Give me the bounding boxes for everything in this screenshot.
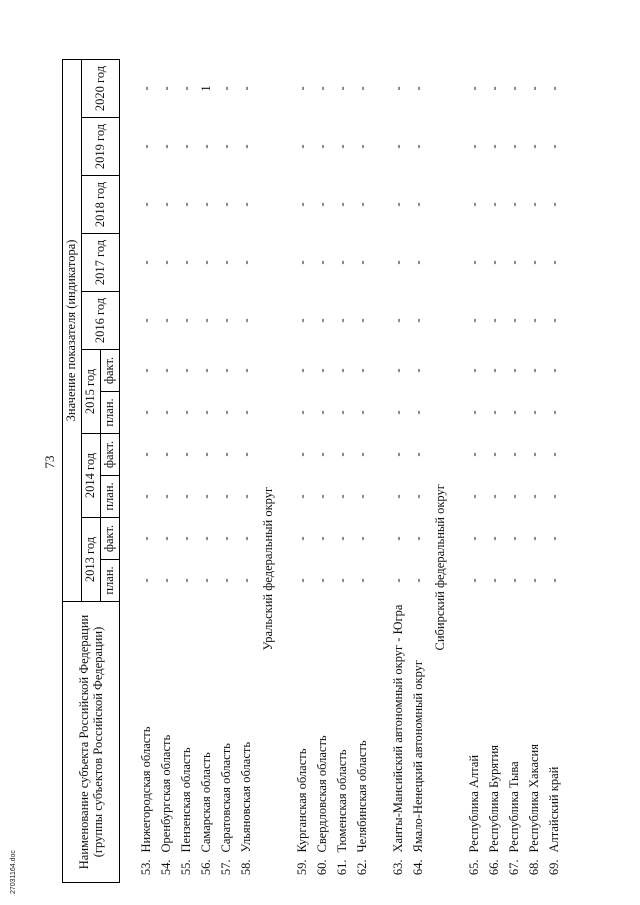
indicator-value: - [527, 410, 542, 415]
indicator-value: - [487, 202, 502, 207]
row-number: 56. [199, 859, 214, 876]
indicator-value: - [159, 368, 174, 373]
indicator-value: - [219, 86, 234, 91]
indicator-value: - [527, 536, 542, 541]
indicator-value: - [391, 202, 406, 207]
indicator-value: - [315, 144, 330, 149]
indicator-value: - [391, 260, 406, 265]
spacer-row [448, 59, 462, 882]
indicator-value: - [467, 86, 482, 91]
indicator-value: - [159, 318, 174, 323]
indicator-value: - [355, 368, 370, 373]
table-row [502, 59, 522, 882]
indicator-value: - [355, 318, 370, 323]
plan-header: план. [101, 475, 120, 517]
spacer-cell [120, 59, 135, 882]
indicator-value: - [219, 318, 234, 323]
indicator-value: - [295, 318, 310, 323]
indicator-value: - [507, 202, 522, 207]
indicator-value: - [315, 452, 330, 457]
indicator-value: - [239, 144, 254, 149]
indicator-value: - [335, 202, 350, 207]
indicator-value: - [547, 410, 562, 415]
spacer-row [276, 59, 290, 882]
indicator-value: - [547, 260, 562, 265]
indicator-value: - [179, 494, 194, 499]
row-number: 57. [219, 859, 234, 876]
indicator-value: - [295, 578, 310, 583]
indicator-value: - [487, 452, 502, 457]
year-header: 2017 год [82, 233, 120, 291]
indicator-value: - [239, 318, 254, 323]
indicator-value: - [467, 368, 482, 373]
indicator-value: - [219, 494, 234, 499]
indicator-value: - [199, 452, 214, 457]
table-row [350, 59, 370, 882]
indicator-value: - [179, 578, 194, 583]
indicator-value: - [487, 144, 502, 149]
row-number: 60. [315, 859, 330, 876]
table-row [290, 59, 310, 882]
indicator-value: - [391, 452, 406, 457]
indicator-value: - [355, 144, 370, 149]
indicator-value: - [295, 202, 310, 207]
region-name: Ханты-Мансийский автономный округ - Югра [391, 604, 405, 853]
indicator-value: - [391, 144, 406, 149]
indicator-value: - [239, 86, 254, 91]
indicator-value: - [467, 494, 482, 499]
region-name: Курганская область [295, 748, 310, 853]
indicator-value: - [295, 410, 310, 415]
indicator-value: - [219, 536, 234, 541]
indicator-value: - [527, 144, 542, 149]
indicator-value: - [199, 260, 214, 265]
indicator-value: - [295, 260, 310, 265]
indicator-value: - [391, 494, 406, 499]
indicator-value: - [139, 86, 154, 91]
indicator-value: - [411, 318, 426, 323]
indicator-value: - [355, 86, 370, 91]
indicator-value: - [547, 202, 562, 207]
year-header: 2014 год [82, 433, 101, 517]
indicator-value: - [411, 144, 426, 149]
indicator-value: - [239, 536, 254, 541]
indicator-value: - [159, 578, 174, 583]
region-name: Тюменская область [335, 749, 350, 853]
indicator-value: - [159, 144, 174, 149]
row-number: 58. [239, 859, 254, 876]
region-name: Самарская область [199, 752, 214, 853]
region-name: Челябинская область [355, 740, 370, 853]
indicator-value: - [547, 536, 562, 541]
region-name: Республика Хакасия [527, 744, 542, 853]
indicator-value: - [239, 202, 254, 207]
indicator-value: - [487, 494, 502, 499]
year-header: 2020 год [82, 59, 120, 117]
indicator-value: - [527, 368, 542, 373]
year-header: 2019 год [82, 117, 120, 175]
indicator-value: - [355, 202, 370, 207]
indicator-value: - [547, 578, 562, 583]
indicator-value: - [159, 494, 174, 499]
indicator-value: - [295, 536, 310, 541]
indicator-value: - [159, 86, 174, 91]
indicator-value: - [199, 578, 214, 583]
indicator-value: - [199, 410, 214, 415]
indicator-value: - [411, 536, 426, 541]
indicator-value: - [239, 410, 254, 415]
row-number: 65. [467, 859, 482, 876]
indicator-value: - [335, 86, 350, 91]
indicator-value: - [547, 368, 562, 373]
indicator-value: - [199, 202, 214, 207]
indicator-value: - [487, 86, 502, 91]
indicator-value: - [239, 578, 254, 583]
indicator-value: - [411, 202, 426, 207]
indicator-value: - [179, 368, 194, 373]
indicator-value: - [139, 260, 154, 265]
indicator-value: - [199, 368, 214, 373]
indicator-value: - [295, 494, 310, 499]
indicator-value: - [547, 144, 562, 149]
indicator-value: - [391, 318, 406, 323]
indicator-value: - [139, 144, 154, 149]
indicator-value: - [139, 202, 154, 207]
indicator-value: - [391, 578, 406, 583]
indicator-value: - [219, 202, 234, 207]
indicator-value: - [199, 536, 214, 541]
indicator-value: - [179, 318, 194, 323]
subject-column-header: Наименование субъекта Российской Федерации (группы субъектов Российской Федерации) [63, 601, 120, 882]
indicator-value: - [467, 410, 482, 415]
indicator-value: - [487, 536, 502, 541]
district-heading: Сибирский федеральный округ [433, 484, 448, 651]
table-row [330, 59, 350, 882]
indicator-value: - [179, 536, 194, 541]
indicator-value: - [411, 452, 426, 457]
spacer-cell [448, 59, 462, 882]
spacer-cell [276, 59, 290, 882]
region-name: Оренбургская область [159, 734, 174, 853]
indicator-value: - [315, 86, 330, 91]
indicator-value: - [219, 260, 234, 265]
indicator-value: - [239, 368, 254, 373]
table-row [134, 59, 154, 882]
indicator-value: - [355, 578, 370, 583]
indicator-value: - [179, 452, 194, 457]
table-body [120, 59, 563, 882]
value-column-header: Значение показателя (индикатора) [63, 59, 82, 601]
indicator-value: - [219, 578, 234, 583]
indicator-value: - [487, 260, 502, 265]
indicator-value: - [335, 578, 350, 583]
indicator-value: - [547, 318, 562, 323]
indicator-value: - [159, 536, 174, 541]
indicator-value: - [315, 410, 330, 415]
indicator-value: - [391, 536, 406, 541]
indicator-value: - [179, 144, 194, 149]
indicator-value: - [295, 144, 310, 149]
district-heading: Уральский федеральный округ [261, 486, 276, 651]
table-row [234, 59, 254, 882]
region-name: Нижегородская область [139, 726, 154, 853]
region-name: Свердловская область [315, 735, 330, 853]
fact-header: факт. [101, 517, 120, 559]
indicator-value: - [335, 260, 350, 265]
indicator-value: - [507, 368, 522, 373]
table-row [522, 59, 542, 882]
indicator-value: - [411, 368, 426, 373]
indicator-value: 1 [199, 85, 214, 92]
indicator-value: - [527, 452, 542, 457]
indicator-value: - [315, 318, 330, 323]
spacer-row [120, 59, 135, 882]
indicator-value: - [391, 410, 406, 415]
region-name: Ямало-Ненецкий автономный округ [411, 659, 426, 853]
indicator-value: - [507, 260, 522, 265]
indicator-value: - [547, 86, 562, 91]
indicator-value: - [467, 202, 482, 207]
indicator-value: - [487, 368, 502, 373]
indicator-value: - [179, 410, 194, 415]
region-name: Республика Бурятия [487, 744, 502, 853]
indicator-value: - [139, 318, 154, 323]
plan-header: план. [101, 391, 120, 433]
indicator-value: - [411, 410, 426, 415]
indicator-value: - [527, 202, 542, 207]
indicator-value: - [335, 536, 350, 541]
indicator-value: - [467, 260, 482, 265]
region-name: Республика Алтай [467, 754, 482, 853]
indicator-value: - [507, 536, 522, 541]
indicator-value: - [467, 144, 482, 149]
indicator-value: - [507, 578, 522, 583]
indicator-value: - [527, 260, 542, 265]
indicator-value: - [411, 260, 426, 265]
plan-header: план. [101, 559, 120, 601]
row-number: 59. [295, 859, 310, 876]
indicator-value: - [139, 578, 154, 583]
document-code: 27031164.doc [10, 850, 17, 894]
region-name: Саратовская область [219, 743, 234, 853]
indicator-value: - [467, 578, 482, 583]
indicator-value: - [199, 144, 214, 149]
indicator-value: - [507, 318, 522, 323]
year-header: 2016 год [82, 291, 120, 349]
table-header [63, 59, 120, 882]
indicator-value: - [487, 318, 502, 323]
year-header: 2013 год [82, 517, 101, 601]
indicator-value: - [547, 452, 562, 457]
indicator-value: - [315, 260, 330, 265]
region-name: Республика Тыва [507, 761, 522, 853]
row-number: 63. [391, 859, 406, 876]
district-row [426, 59, 448, 882]
indicator-value: - [487, 410, 502, 415]
indicator-value: - [295, 368, 310, 373]
indicator-value: - [467, 536, 482, 541]
row-number: 68. [527, 859, 542, 876]
indicator-value: - [219, 368, 234, 373]
indicator-value: - [199, 494, 214, 499]
table-row [482, 59, 502, 882]
indicator-value: - [507, 452, 522, 457]
indicator-value: - [239, 494, 254, 499]
indicator-value: - [179, 260, 194, 265]
indicator-value: - [411, 86, 426, 91]
indicator-value: - [315, 368, 330, 373]
table-row [214, 59, 234, 882]
indicator-value: - [179, 86, 194, 91]
region-name: Пензенская область [179, 747, 194, 853]
indicator-value: - [219, 410, 234, 415]
row-number: 62. [355, 859, 370, 876]
indicator-value: - [315, 578, 330, 583]
indicator-value: - [507, 144, 522, 149]
indicator-value: - [355, 410, 370, 415]
indicator-value: - [411, 578, 426, 583]
indicator-value: - [355, 452, 370, 457]
indicator-value: - [239, 452, 254, 457]
indicator-value: - [391, 86, 406, 91]
year-header: 2015 год [82, 349, 101, 433]
indicator-value: - [139, 494, 154, 499]
indicator-value: - [355, 494, 370, 499]
indicator-value: - [527, 578, 542, 583]
table-row [174, 59, 194, 882]
page-number: 73 [42, 455, 57, 469]
indicator-value: - [159, 202, 174, 207]
row-number: 66. [487, 859, 502, 876]
indicator-value: - [239, 260, 254, 265]
fact-header: факт. [101, 349, 120, 391]
table-row [194, 59, 214, 882]
indicator-value: - [315, 202, 330, 207]
indicator-value: - [219, 144, 234, 149]
table-row [370, 59, 406, 882]
indicator-value: - [507, 410, 522, 415]
indicator-value: - [295, 86, 310, 91]
indicator-value: - [335, 144, 350, 149]
indicator-value: - [139, 368, 154, 373]
row-number: 54. [159, 859, 174, 876]
indicator-value: - [159, 452, 174, 457]
region-name: Алтайский край [547, 766, 562, 853]
indicator-value: - [527, 494, 542, 499]
table-row [542, 59, 562, 882]
row-number: 64. [411, 859, 426, 876]
row-number: 67. [507, 859, 522, 876]
indicator-value: - [527, 318, 542, 323]
table-row [154, 59, 174, 882]
indicator-value: - [355, 536, 370, 541]
indicator-table [62, 59, 562, 883]
indicator-value: - [139, 410, 154, 415]
indicator-value: - [159, 410, 174, 415]
indicator-value: - [335, 452, 350, 457]
row-number: 61. [335, 859, 350, 876]
region-name: Ульяновская область [239, 741, 254, 853]
indicator-value: - [335, 368, 350, 373]
indicator-value: - [507, 494, 522, 499]
indicator-value: - [199, 318, 214, 323]
indicator-value: - [179, 202, 194, 207]
indicator-value: - [335, 410, 350, 415]
fact-header: факт. [101, 433, 120, 475]
indicator-value: - [391, 368, 406, 373]
year-header: 2018 год [82, 175, 120, 233]
table-row [406, 59, 426, 882]
indicator-value: - [355, 260, 370, 265]
district-row [254, 59, 276, 882]
indicator-value: - [335, 494, 350, 499]
indicator-value: - [315, 536, 330, 541]
row-number: 69. [547, 859, 562, 876]
table-row [462, 59, 482, 882]
indicator-value: - [527, 86, 542, 91]
indicator-value: - [467, 452, 482, 457]
indicator-value: - [487, 578, 502, 583]
indicator-value: - [335, 318, 350, 323]
indicator-value: - [411, 494, 426, 499]
indicator-table-rotated [62, 60, 622, 883]
table-row [310, 59, 330, 882]
indicator-value: - [219, 452, 234, 457]
indicator-value: - [547, 494, 562, 499]
indicator-value: - [295, 452, 310, 457]
indicator-value: - [159, 260, 174, 265]
indicator-value: - [139, 536, 154, 541]
indicator-value: - [139, 452, 154, 457]
row-number: 55. [179, 859, 194, 876]
indicator-value: - [507, 86, 522, 91]
row-number: 53. [139, 859, 154, 876]
indicator-value: - [467, 318, 482, 323]
indicator-value: - [315, 494, 330, 499]
